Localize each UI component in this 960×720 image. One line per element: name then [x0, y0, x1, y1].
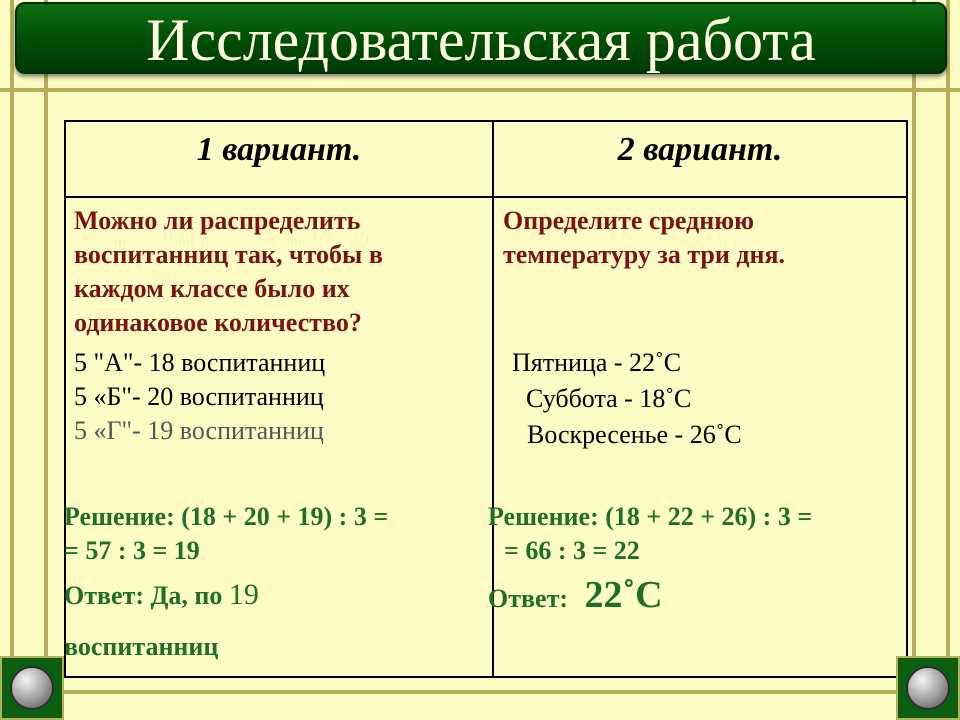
variant-2-solution	[488, 500, 812, 568]
header-divider	[64, 196, 908, 198]
header-variant-2: 2 вариант.	[617, 131, 783, 168]
title-bar	[15, 2, 947, 74]
variant-2-answer	[488, 574, 663, 616]
temperature-sunday: Воскресенье - 26˚С	[527, 420, 742, 449]
solution-line: = 66 : 3 = 22	[504, 536, 640, 565]
frame-line	[912, 0, 916, 720]
question-line: каждом классе было их	[74, 274, 350, 303]
solution-line: Решение: (18 + 22 + 26) : 3 =	[488, 502, 813, 531]
class-count-line: 5 «Г"- 19 воспитанниц	[74, 416, 324, 445]
solution-line: = 57 : 3 = 19	[64, 536, 200, 565]
variant-1-data	[74, 346, 325, 448]
question-line: Можно ли распределить	[74, 206, 361, 235]
round-button-icon[interactable]	[906, 666, 950, 710]
frame-line	[946, 0, 950, 720]
variant-2-question	[503, 204, 785, 272]
answer-prefix: Ответ:	[488, 584, 575, 613]
temperature-friday: Пятница - 22˚С	[512, 348, 682, 377]
variant-1-answer-unit: воспитанниц	[64, 632, 219, 661]
header-variant-1: 1 вариант.	[196, 131, 362, 168]
answer-number: 19	[228, 578, 259, 611]
slide-title: Исследовательская работа	[146, 7, 816, 73]
question-line: Определите среднюю	[503, 206, 754, 235]
answer-value: 22˚С	[584, 574, 663, 616]
frame-line	[0, 690, 960, 694]
question-line: воспитанниц так, чтобы в	[74, 240, 383, 269]
solution-line: Решение: (18 + 20 + 19) : 3 =	[64, 502, 389, 531]
variant-1-solution	[64, 500, 388, 568]
frame-line	[10, 0, 14, 720]
class-count-line: 5 "А"- 18 воспитанниц	[74, 348, 326, 377]
variant-1-answer	[64, 578, 259, 613]
answer-prefix: Ответ: Да, по	[64, 581, 229, 610]
round-button-icon[interactable]	[10, 666, 54, 710]
question-line: одинаковое количество?	[74, 308, 362, 337]
class-count-line: 5 «Б"- 20 воспитанниц	[74, 382, 324, 411]
temperature-saturday: Суббота - 18˚С	[526, 384, 692, 413]
variant-1-question	[74, 204, 383, 340]
frame-line	[44, 0, 48, 720]
question-line: температуру за три дня.	[503, 240, 786, 269]
frame-line	[0, 88, 960, 92]
